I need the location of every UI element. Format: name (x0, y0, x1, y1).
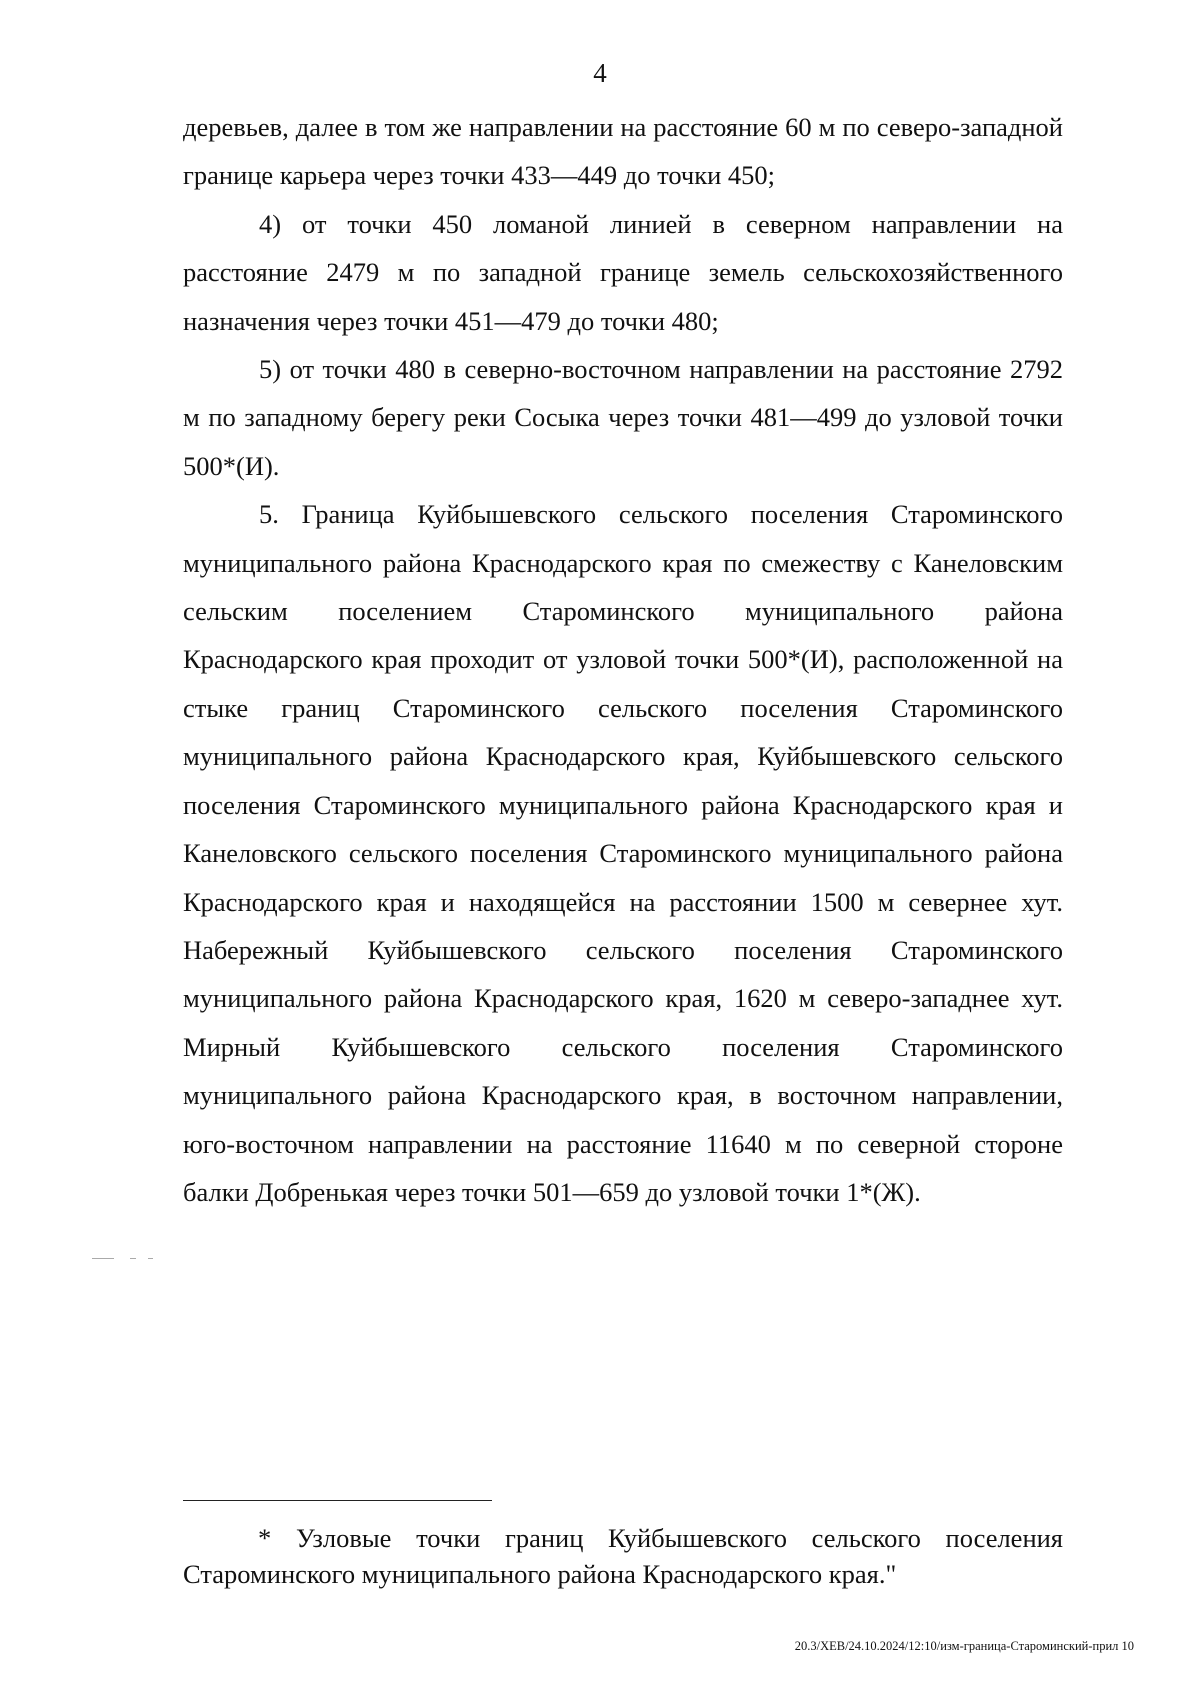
paragraph-item-4: 4) от точки 450 ломаной линией в северном направлении на расстояние 2479 м по западной границе земель сельскохозяйственного назначения через точки 451—479 до точки 480; (183, 208, 1063, 336)
footnote-divider (183, 1500, 492, 1501)
document-id: 20.3/ХЕВ/24.10.2024/12:10/изм-граница-Староминский-прил 10 (794, 1639, 1134, 1653)
footnote: * Узловые точки границ Куйбышевского сельского поселения Староминского муниципального района Краснодарского края." (183, 1523, 1063, 1589)
scan-speck (148, 1258, 153, 1259)
scan-speck (130, 1258, 136, 1259)
paragraph-section-5: 5. Граница Куйбышевского сельского поселения Староминского муниципального района Краснодарского края по смежеству с Канеловским сельским поселением Староминского муниципального района Краснодарского края проходит от узловой точки 500*(И), расположенной на стыке границ Староминского сельского поселения Староминского муниципального района Краснодарского края, Куйбышевского сельского поселения Староминского муниципального района Краснодарского края и Канеловского сельского поселения Староминского муниципального района Краснодарского края и находящейся на расстоянии 1500 м севернее хут. Набережный Куйбышевского сельского поселения Староминского муниципального района Краснодарского края, 1620 м северо-западнее хут. Мирный Куйбышевского сельского поселения Староминского муниципального района Краснодарского края, в восточном направлении, юго-восточном направлении на расстояние 11640 м по северной стороне балки Добренькая через точки 501—659 до узловой точки 1*(Ж). (183, 499, 1063, 1207)
page-number: 4 (593, 58, 607, 88)
body-text (183, 103, 1063, 1216)
scan-speck (92, 1258, 114, 1259)
paragraph-continuation: деревьев, далее в том же направлении на расстояние 60 м по северо-западной границе карьера через точки 433—449 до точки 450; (183, 112, 1063, 191)
paragraph-item-5: 5) от точки 480 в северно-восточном направлении на расстояние 2792 м по западному берегу реки Сосыка через точки 481—499 до узловой точки 500*(И). (183, 354, 1063, 481)
